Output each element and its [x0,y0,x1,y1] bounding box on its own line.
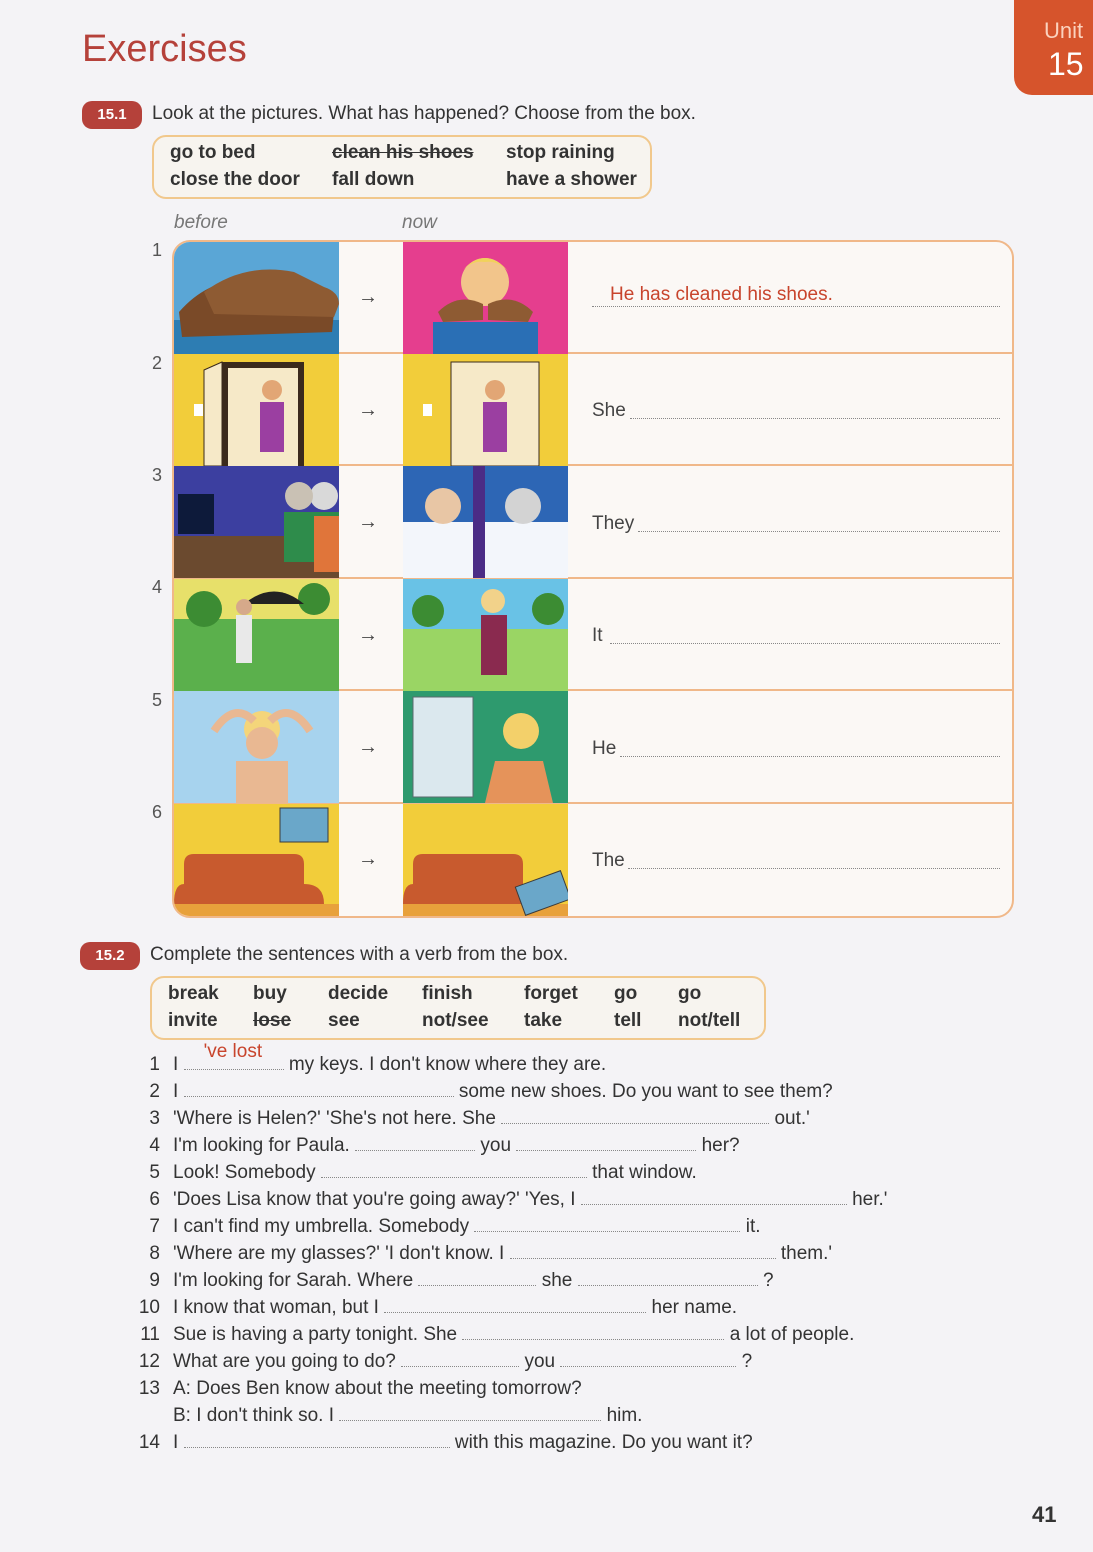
sentence-starter: He [592,738,617,759]
box-word: take [524,1010,563,1031]
sentence: B: I don't think so. I him. [173,1405,643,1426]
row-number: 1 [151,240,162,260]
sentence: I'm looking for Sarah. Where she ? [173,1270,774,1291]
sentence-number: 3 [149,1108,160,1129]
box-word: buy [253,983,287,1004]
sentence: I know that woman, but I her name. [173,1297,738,1318]
unit-label: Unit [1044,18,1084,43]
box-word: decide [328,983,389,1004]
exercise-2-instruction: Complete the sentences with a verb from the box. [150,944,569,965]
page-number: 41 [1032,1502,1057,1527]
page-title: Exercises [82,28,247,70]
sentence: I'm looking for Paula. you her? [173,1135,740,1156]
arrow: → [358,286,378,308]
box-word: invite [168,1010,218,1031]
box-word: stop raining [506,142,615,163]
box-word: not/see [422,1010,489,1031]
picture-clean-shoes [403,242,568,354]
sentence-starter: She [592,400,626,421]
box-word: go to bed [170,142,256,163]
box-word: not/tell [678,1010,741,1031]
picture-stopped-raining [403,579,568,691]
sentence: I some new shoes. Do you want to see them? [173,1081,833,1102]
box-word-used: clean his shoes [332,142,474,163]
unit-tab [1014,0,1093,95]
picture-watching-tv [174,466,339,578]
box-word: forget [524,983,578,1004]
unit-number: 15 [1048,46,1084,82]
sentence-number: 2 [149,1081,160,1102]
sentence-number: 12 [138,1351,160,1372]
box-word: tell [614,1010,642,1031]
box-word: see [328,1010,360,1031]
sentence-number: 6 [149,1189,160,1210]
box-word-used: lose [253,1010,292,1031]
picture-open-door [174,354,339,466]
exercise-badge-2: 15.2 [80,942,140,970]
sentence-number: 13 [138,1378,160,1399]
sentence-number: 7 [149,1216,160,1237]
sentence-number: 10 [138,1297,160,1318]
sentence: 'Does Lisa know that you're going away?' 'Yes, I her.' [173,1189,888,1210]
row-number: 4 [151,577,162,597]
sentence: Look! Somebody that window. [173,1162,697,1183]
box-word: go [614,983,638,1004]
row-number: 5 [151,690,162,710]
picture-raining [174,579,339,691]
sentence-starter: It [592,625,603,646]
word-box-1 [152,135,652,199]
box-word: break [168,983,219,1004]
sentence: A: Does Ben know about the meeting tomorrow? [173,1378,582,1399]
picture-closed-door [403,354,568,466]
sentence: What are you going to do? you ? [173,1351,753,1372]
box-word: finish [422,983,473,1004]
sentence-number: 5 [149,1162,160,1183]
arrow: → [358,399,378,421]
exercise-badge-1: 15.1 [82,101,142,129]
sentence: I 've lost my keys. I don't know where they are. [173,1041,607,1075]
sentence-starter: The [592,850,625,871]
box-word: close the door [170,169,300,190]
arrow: → [358,848,378,870]
sentence-starter: They [592,513,635,534]
arrow: → [358,736,378,758]
row-number: 2 [151,353,162,373]
picture-after-shower [403,691,568,803]
sentence-number: 8 [149,1243,160,1264]
sentence: 'Where is Helen?' 'She's not here. She out.' [173,1108,810,1129]
arrow: → [358,624,378,646]
picture-dirty-shoes [174,242,339,354]
sentence-number: 9 [149,1270,160,1291]
sentence: 'Where are my glasses?' 'I don't know. I them.' [173,1243,833,1264]
picture-in-bed [403,466,568,578]
example-answer: He has cleaned his shoes. [610,284,833,305]
sentence: Sue is having a party tonight. She a lot of people. [173,1324,855,1345]
row-number: 3 [151,465,162,485]
picture-on-wall [174,804,339,916]
sentence: I can't find my umbrella. Somebody it. [173,1216,761,1237]
box-word: fall down [332,169,415,190]
box-word: have a shower [506,169,637,190]
sentence-number: 4 [149,1135,160,1156]
sentence-number: 14 [138,1432,160,1453]
picture-panel [172,240,1014,918]
example-fill: 've lost [203,1041,263,1062]
sentence-number: 1 [149,1054,160,1075]
exercise-1-instruction: Look at the pictures. What has happened? Choose from the box. [152,103,696,124]
box-word: go [678,983,702,1004]
sentence: I with this magazine. Do you want it? [173,1432,753,1453]
picture-fallen [403,804,568,916]
column-before: before [174,212,228,233]
sentence-number: 11 [140,1324,160,1345]
arrow: → [358,511,378,533]
word-box-2 [150,976,766,1040]
row-number: 6 [151,802,162,822]
column-now: now [402,212,437,233]
picture-showering [174,691,339,803]
